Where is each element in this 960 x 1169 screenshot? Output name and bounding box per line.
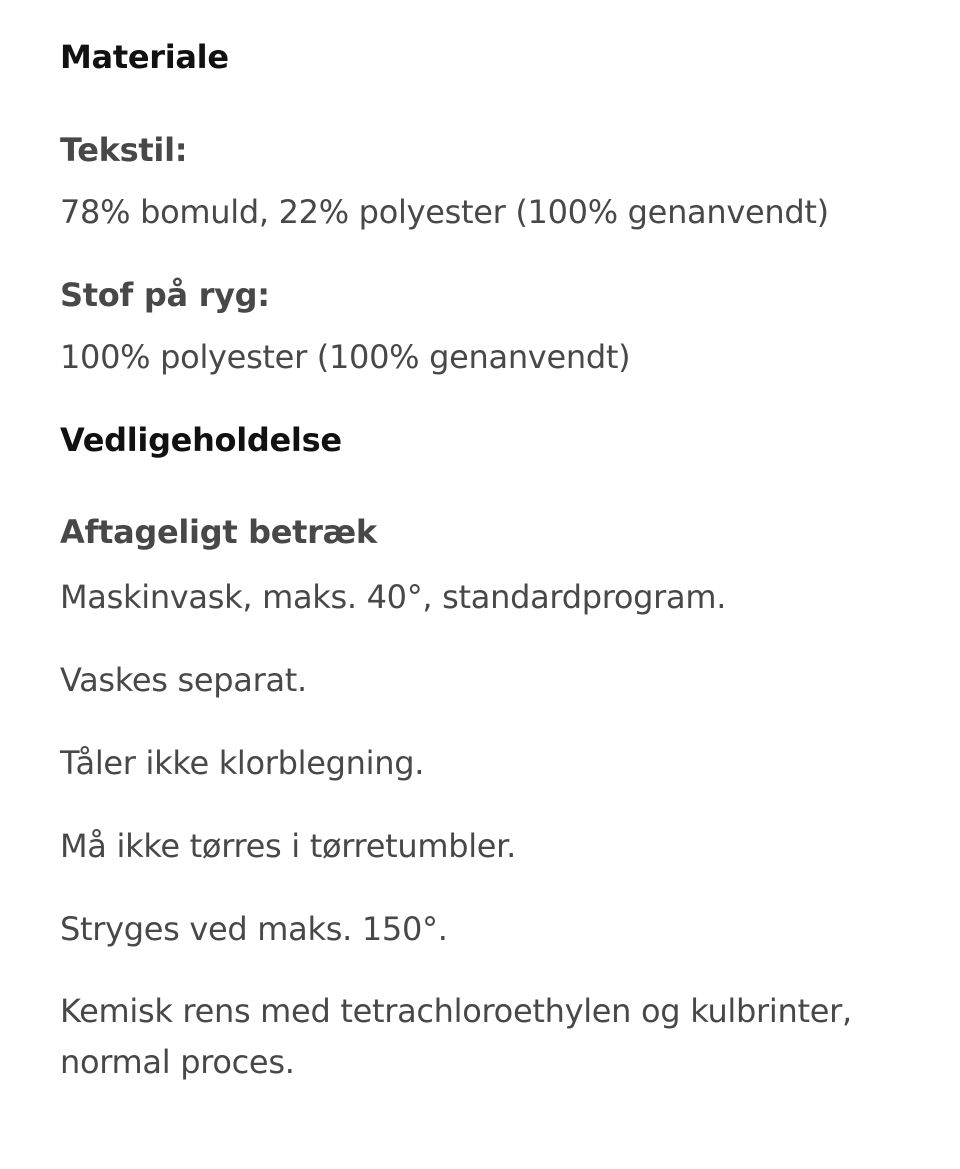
back-fabric-composition: 100% polyester (100% genanvendt) [60, 338, 631, 376]
care-instruction: Vaskes separat. [60, 661, 307, 699]
back-fabric-label: Stof på ryg: [60, 276, 270, 314]
removable-cover-label: Aftageligt betræk [60, 513, 377, 551]
care-instruction: Stryges ved maks. 150°. [60, 910, 448, 948]
textile-composition: 78% bomuld, 22% polyester (100% genanvendt) [60, 193, 829, 231]
care-instruction: Maskinvask, maks. 40°, standardprogram. [60, 578, 727, 616]
care-instruction: Tåler ikke klorblegning. [60, 744, 425, 782]
care-instruction: Må ikke tørres i tørretumbler. [60, 827, 516, 865]
care-instruction: Kemisk rens med tetrachloroethylen og kulbrinter, normal proces. [60, 992, 852, 1081]
material-heading: Materiale [60, 38, 229, 76]
textile-label: Tekstil: [60, 131, 188, 169]
care-heading: Vedligeholdelse [60, 421, 342, 459]
